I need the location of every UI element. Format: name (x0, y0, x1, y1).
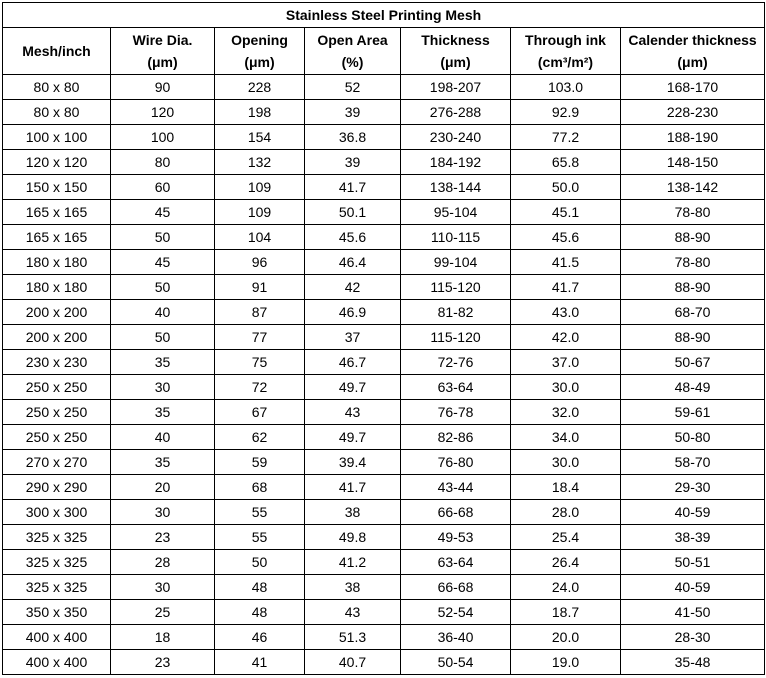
table-row (3, 300, 765, 325)
column-header (401, 28, 511, 75)
table-cell: 91 (215, 275, 305, 300)
table-cell: 23 (111, 650, 215, 675)
table-row (3, 600, 765, 625)
column-header-unit: (cm³/m²) (537, 54, 594, 70)
table-cell: 109 (215, 175, 305, 200)
table-cell: 138-142 (621, 175, 765, 200)
table-row (3, 475, 765, 500)
table-row (3, 125, 765, 150)
table-cell: 58-70 (621, 450, 765, 475)
table-cell: 350 x 350 (3, 600, 111, 625)
table-cell: 35-48 (621, 650, 765, 675)
table-cell: 48 (215, 600, 305, 625)
table-cell: 68 (215, 475, 305, 500)
column-header (111, 28, 215, 75)
table-cell: 25.4 (511, 525, 621, 550)
table-cell: 62 (215, 425, 305, 450)
table-cell: 50 (111, 325, 215, 350)
table-row (3, 375, 765, 400)
table-cell: 230-240 (401, 125, 511, 150)
table-cell: 48-49 (621, 375, 765, 400)
table-row (3, 175, 765, 200)
table-cell: 39.4 (305, 450, 401, 475)
table-cell: 50 (111, 225, 215, 250)
table-cell: 198-207 (401, 75, 511, 100)
table-cell: 42.0 (511, 325, 621, 350)
table-row (3, 425, 765, 450)
table-row (3, 525, 765, 550)
table-cell: 188-190 (621, 125, 765, 150)
table-cell: 26.4 (511, 550, 621, 575)
table-cell: 110-115 (401, 225, 511, 250)
column-header-unit: (μm) (147, 54, 178, 70)
table-cell: 19.0 (511, 650, 621, 675)
table-cell: 50-51 (621, 550, 765, 575)
table-cell: 36.8 (305, 125, 401, 150)
table-cell: 76-78 (401, 400, 511, 425)
table-cell: 35 (111, 400, 215, 425)
table-cell: 87 (215, 300, 305, 325)
table-cell: 40 (111, 300, 215, 325)
table-cell: 46.7 (305, 350, 401, 375)
column-header-unit: (%) (341, 54, 364, 70)
table-cell: 23 (111, 525, 215, 550)
table-cell: 200 x 200 (3, 325, 111, 350)
table-cell: 77.2 (511, 125, 621, 150)
table-cell: 400 x 400 (3, 650, 111, 675)
table-cell: 41.7 (305, 475, 401, 500)
table-cell: 325 x 325 (3, 575, 111, 600)
table-cell: 228-230 (621, 100, 765, 125)
table-cell: 230 x 230 (3, 350, 111, 375)
table-cell: 30 (111, 500, 215, 525)
table-cell: 51.3 (305, 625, 401, 650)
table-cell: 42 (305, 275, 401, 300)
table-cell: 276-288 (401, 100, 511, 125)
table-cell: 32.0 (511, 400, 621, 425)
table-row (3, 650, 765, 675)
table-cell: 40-59 (621, 575, 765, 600)
table-cell: 96 (215, 250, 305, 275)
table-cell: 50-54 (401, 650, 511, 675)
table-cell: 43 (305, 400, 401, 425)
table-cell: 49-53 (401, 525, 511, 550)
column-header-label: Calender thickness (628, 32, 757, 48)
table-cell: 55 (215, 500, 305, 525)
table-cell: 115-120 (401, 325, 511, 350)
table-cell: 120 x 120 (3, 150, 111, 175)
table-cell: 40 (111, 425, 215, 450)
table-cell: 100 x 100 (3, 125, 111, 150)
column-header-unit: (μm) (677, 54, 708, 70)
table-cell: 34.0 (511, 425, 621, 450)
table-cell: 38 (305, 575, 401, 600)
table-cell: 40-59 (621, 500, 765, 525)
table-cell: 200 x 200 (3, 300, 111, 325)
table-cell: 46.4 (305, 250, 401, 275)
column-header-unit: (μm) (440, 54, 471, 70)
table-row (3, 100, 765, 125)
table-cell: 95-104 (401, 200, 511, 225)
table-cell: 72 (215, 375, 305, 400)
table-cell: 66-68 (401, 500, 511, 525)
table-row (3, 250, 765, 275)
table-cell: 18 (111, 625, 215, 650)
table-cell: 80 (111, 150, 215, 175)
table-cell: 52 (305, 75, 401, 100)
table-cell: 184-192 (401, 150, 511, 175)
table-cell: 68-70 (621, 300, 765, 325)
table-cell: 290 x 290 (3, 475, 111, 500)
table-cell: 72-76 (401, 350, 511, 375)
table-cell: 35 (111, 350, 215, 375)
table-cell: 228 (215, 75, 305, 100)
table-cell: 49.7 (305, 425, 401, 450)
table-cell: 41.7 (305, 175, 401, 200)
table-cell: 45 (111, 250, 215, 275)
table-row (3, 550, 765, 575)
column-header-label: Thickness (421, 32, 490, 48)
table-cell: 28 (111, 550, 215, 575)
table-cell: 67 (215, 400, 305, 425)
table-cell: 25 (111, 600, 215, 625)
table-cell: 49.7 (305, 375, 401, 400)
table-row (3, 200, 765, 225)
table-cell: 41 (215, 650, 305, 675)
table-row (3, 575, 765, 600)
table-cell: 154 (215, 125, 305, 150)
table-cell: 100 (111, 125, 215, 150)
table-cell: 76-80 (401, 450, 511, 475)
table-cell: 20 (111, 475, 215, 500)
table-body (3, 75, 765, 675)
table-cell: 41.7 (511, 275, 621, 300)
table-cell: 43 (305, 600, 401, 625)
table-cell: 65.8 (511, 150, 621, 175)
table-row (3, 350, 765, 375)
table-row (3, 275, 765, 300)
table-row (3, 325, 765, 350)
table-cell: 30.0 (511, 375, 621, 400)
table-cell: 270 x 270 (3, 450, 111, 475)
table-cell: 37.0 (511, 350, 621, 375)
table-cell: 250 x 250 (3, 400, 111, 425)
table-cell: 30.0 (511, 450, 621, 475)
table-cell: 43-44 (401, 475, 511, 500)
header-row (3, 28, 765, 75)
table-cell: 46.9 (305, 300, 401, 325)
table-cell: 38-39 (621, 525, 765, 550)
table-cell: 63-64 (401, 375, 511, 400)
table-cell: 90 (111, 75, 215, 100)
table-cell: 41.5 (511, 250, 621, 275)
table-cell: 50-67 (621, 350, 765, 375)
table-cell: 24.0 (511, 575, 621, 600)
table-cell: 41-50 (621, 600, 765, 625)
table-cell: 66-68 (401, 575, 511, 600)
mesh-spec-table (2, 2, 765, 675)
table-cell: 80 x 80 (3, 75, 111, 100)
table-cell: 38 (305, 500, 401, 525)
table-title: Stainless Steel Printing Mesh (3, 3, 765, 28)
table-cell: 49.8 (305, 525, 401, 550)
table-cell: 28.0 (511, 500, 621, 525)
table-cell: 168-170 (621, 75, 765, 100)
column-header-label: Opening (231, 32, 288, 48)
table-cell: 40.7 (305, 650, 401, 675)
table-cell: 36-40 (401, 625, 511, 650)
column-header-label: Through ink (525, 32, 606, 48)
table-cell: 78-80 (621, 250, 765, 275)
table-cell: 81-82 (401, 300, 511, 325)
table-row (3, 150, 765, 175)
table-cell: 39 (305, 150, 401, 175)
column-header-label: Wire Dia. (132, 32, 193, 48)
table-cell: 45 (111, 200, 215, 225)
table-cell: 20.0 (511, 625, 621, 650)
table-cell: 28-30 (621, 625, 765, 650)
column-header-unit: (μm) (244, 54, 275, 70)
table-cell: 325 x 325 (3, 525, 111, 550)
table-cell: 165 x 165 (3, 225, 111, 250)
table-cell: 115-120 (401, 275, 511, 300)
table-cell: 77 (215, 325, 305, 350)
table-cell: 50.0 (511, 175, 621, 200)
table-cell: 250 x 250 (3, 375, 111, 400)
column-header (215, 28, 305, 75)
table-cell: 37 (305, 325, 401, 350)
table-cell: 165 x 165 (3, 200, 111, 225)
column-header (511, 28, 621, 75)
column-header (621, 28, 765, 75)
column-header (3, 28, 111, 75)
table-cell: 30 (111, 575, 215, 600)
table-cell: 103.0 (511, 75, 621, 100)
table-cell: 39 (305, 100, 401, 125)
table-cell: 104 (215, 225, 305, 250)
table-cell: 120 (111, 100, 215, 125)
table-cell: 180 x 180 (3, 250, 111, 275)
table-cell: 88-90 (621, 325, 765, 350)
table-cell: 92.9 (511, 100, 621, 125)
table-cell: 78-80 (621, 200, 765, 225)
table-cell: 60 (111, 175, 215, 200)
table-row (3, 75, 765, 100)
table-cell: 50 (215, 550, 305, 575)
table-cell: 75 (215, 350, 305, 375)
table-cell: 59 (215, 450, 305, 475)
table-cell: 250 x 250 (3, 425, 111, 450)
table-cell: 18.4 (511, 475, 621, 500)
table-cell: 52-54 (401, 600, 511, 625)
table-cell: 63-64 (401, 550, 511, 575)
table-cell: 50-80 (621, 425, 765, 450)
table-cell: 198 (215, 100, 305, 125)
table-cell: 325 x 325 (3, 550, 111, 575)
table-cell: 50 (111, 275, 215, 300)
table-cell: 48 (215, 575, 305, 600)
table-cell: 99-104 (401, 250, 511, 275)
table-row (3, 500, 765, 525)
table-cell: 43.0 (511, 300, 621, 325)
table-cell: 138-144 (401, 175, 511, 200)
table-cell: 300 x 300 (3, 500, 111, 525)
table-cell: 35 (111, 450, 215, 475)
table-cell: 41.2 (305, 550, 401, 575)
table-cell: 30 (111, 375, 215, 400)
table-cell: 82-86 (401, 425, 511, 450)
table-cell: 46 (215, 625, 305, 650)
table-cell: 29-30 (621, 475, 765, 500)
table-cell: 55 (215, 525, 305, 550)
table-row (3, 225, 765, 250)
table-cell: 400 x 400 (3, 625, 111, 650)
column-header-label: Mesh/inch (22, 43, 91, 59)
table-cell: 180 x 180 (3, 275, 111, 300)
table-row (3, 400, 765, 425)
table-cell: 132 (215, 150, 305, 175)
table-cell: 88-90 (621, 275, 765, 300)
column-header-label: Open Area (317, 32, 388, 48)
table-cell: 45.1 (511, 200, 621, 225)
table-cell: 45.6 (305, 225, 401, 250)
table-cell: 150 x 150 (3, 175, 111, 200)
column-header (305, 28, 401, 75)
table-cell: 109 (215, 200, 305, 225)
table-row (3, 450, 765, 475)
table-cell: 50.1 (305, 200, 401, 225)
table-row (3, 625, 765, 650)
table-cell: 88-90 (621, 225, 765, 250)
table-cell: 80 x 80 (3, 100, 111, 125)
table-cell: 18.7 (511, 600, 621, 625)
table-cell: 59-61 (621, 400, 765, 425)
table-cell: 148-150 (621, 150, 765, 175)
table-cell: 45.6 (511, 225, 621, 250)
